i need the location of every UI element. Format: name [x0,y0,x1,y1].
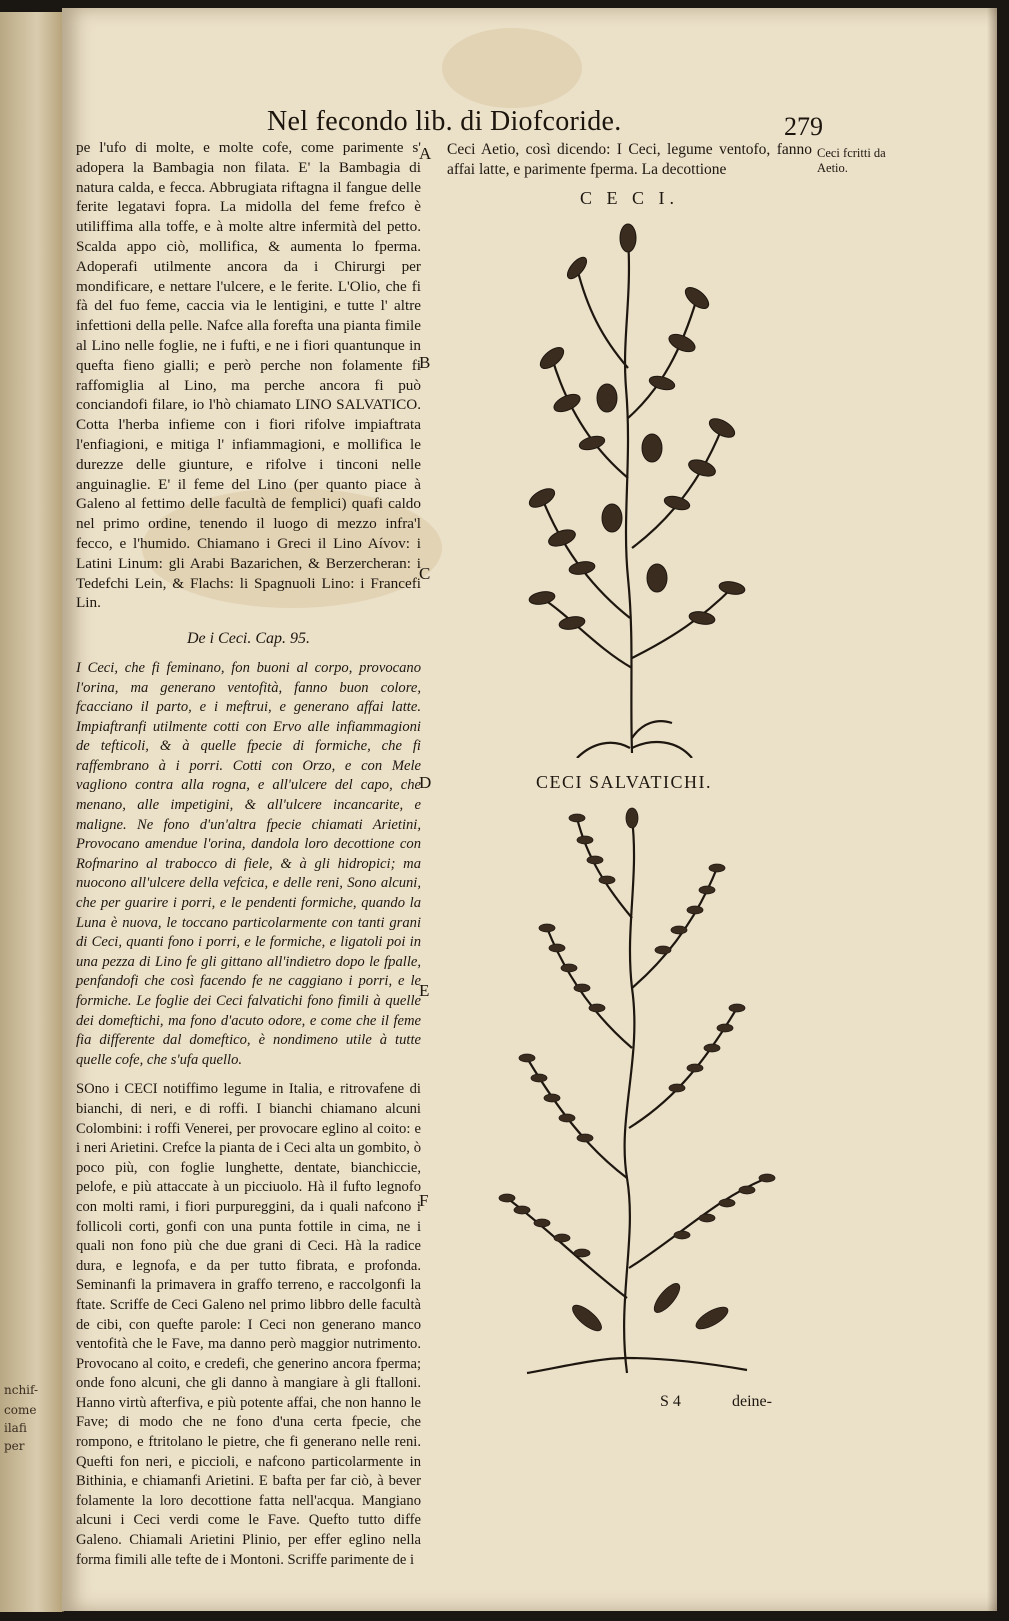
book-page [62,8,997,1611]
margin-letter-e: E [419,981,430,1000]
margin-letter-a: A [419,144,432,163]
left-fragment: ilafi [4,1421,27,1435]
plant-title-ceci-salvatichi: CECI SALVATICHI. [536,772,713,792]
signature-mark: S 4 [660,1393,681,1410]
margin-letter-f: F [419,1191,429,1210]
commentary-paragraph: SOno i CECI notiffimo legume in Italia, e ritrovafene di bianchi, di neri, e di roffi. I bianchi chiamano alcuni Colombini: i roffi Venerei, per provocare eglino al coito: e i neri Arietini. Crefce la pianta de i Ceci alta un gombito, ò poco più, con foglie lunghette, dentate, bianchiccie, pelofe, e più attaccate à un picciuolo. Hà il fufto legnofo con molti rami, i fiori purpureggini, da i quali nafcono i follicoli corti, gonfi con una punta fottile in cima, ne i quali non fono più che due grani di Ceci. Hà la radice dura, e legnofa, e da per tutto fibrata, e profonda. Seminanfi la primavera in graffo terreno, e raccolgonfi la ftate. Scriffe de Ceci Galeno nel primo libbro delle facultà de cibi, con quefte parole: I Ceci non generano manco ventofità che le Fave, ma danno però maggior nutrimento. Provocano al coito, e credefi, che generino ancora fperma; onde fono alcuni, che gli danno à mangiare à gli ftalloni. Hanno virtù afterfiva, e più potente affai, che non hanno le Fave; di modo che ne fono d'una certa fpecie, che rompono, e ftritolano le pietre, che fi generano nelle reni. Quefti fon neri, e piccioli, e nafcono particolarmente in Bithinia, e chiamanfi Arietini. E bafta per far ciò, à bever folamente la loro decottione fatta nell'acqua. Mangiano alcuni i Ceci verdi come le Fave. Quefto tutto diffe Galeno. Chiamali Arietini Plinio, per effer eglino nella forma fimili alle tefte de i Montoni. Scriffe parimente de i [76,1081,421,1568]
left-fragment: come [4,1403,37,1417]
right-top-paragraph: Ceci Aetio, così dicendo: I Ceci, legume ventofo, fanno affai latte, e parimente fperma. La decottione [447,141,812,178]
running-head: Nel fecondo lib. di Diofcoride. [267,106,622,137]
margin-letter-b: B [419,353,431,372]
catchword: deine- [732,1393,772,1410]
page-number: 279 [784,112,823,141]
continuation-paragraph: pe l'ufo di molte, e molte cofe, come parimente s' adopera la Bambagia non filata. E' la Bambagia di natura calda, e fecca. Abbrugiata riftagna il fangue delle ferite legatavi fopra. La midolla del feme frefco è utiliffima alla toffe, e à molte altre infermità del petto. Scalda appo ciò, mollifica, & aumenta lo fperma. Adoperafi utilmente ancora da i Chirurgi per mondificare, e nettare l'ulcere, e le ferite. L'Olio, che fi fà del fuo feme, caccia via le lentigini, e tutte l' altre infettioni della pelle. Nafce alla forefta una pianta fimile al Lino nelle foglie, ne i fufti, e ne i fiori quantunque in quefta fieno gialli; e però perche non folamente fi raffomiglia al Lino, ma perche ancora fi può conciandofi filare, io l'hò chiamato LINO SALVATICO. Cotta l'herba infieme con i fiori rifolve impiaftrata l'enfiagioni, e mitiga l' infiammagioni, e mollifica le durezze delle giunture, e rifolve i tinconi nelle anguinaglie. E' il feme del Lino (per quanto piace à Galeno al fettimo delle facultà de femplici) quafi caldo nel primo ordine, tenendo il luogo di mezzo infra'l fecco, e l'humido. Chiamano i Greci il Lino Aívov: i Latini Linum: gli Arabi Bazarichen, & Berzercheran: i Tedefchi Lein, & Flachs: li Spagnuoli Lino: i Francefi Lin. [76,139,421,612]
chapter-heading: De i Ceci. Cap. 95. [186,630,311,648]
right-column-text [447,140,812,180]
side-note: Ceci fcritti da Aetio. [817,146,886,175]
ceci-salvatichi-woodcut-illustration [467,798,797,1378]
margin-letter-c: C [419,564,431,583]
ceci-woodcut-illustration [482,218,782,758]
plant-title-ceci: C E C I. [580,188,680,208]
chapter-text: I Ceci, che fi feminano, fon buoni al corpo, provocano l'orina, ma generano ventofità, fanno buon colore, fcacciano il parto, e i meftrui, e generano affai latte. Impiaftranfi utilmente cotti con Ervo alle infiammagioni de tefticoli, & à quelle fpecie di formiche, che fi raffembrano à i porri. Cotti con Orzo, e con Mele vagliono contra alla rogna, e all'ulcere del capo, che menano, alle impetigini, & all'ulcere incancarite, e maligne. Ne fono d'un'altra fpecie chiamati Arietini, Provocano amendue l'orina, dandola loro decottione con Rofmarino al trabocco di fiele, & à gli hidropici; ma nuocono all'ulcere della vefcica, e delle reni, Sono alcuni, che per guarire i porri, e le pendenti formiche, quando la Luna è nuova, le toccano particolarmente con tanti grani di Ceci, quanti fono i porri, e le formiche, e ligatoli poi in una pezza di Lino fe gli gittano all'indietro dopo le fpalle, penfandofi che così facendo fe ne caggiano i porri, e le formiche. Le foglie dei Ceci falvatichi fono fimili à quelle dei domeftichi, ma fono d'acuto odore, e come che il feme fia differente dal domeftico, è nondimeno utile à tutte quelle cofe, che s'ufa quello. [76,659,421,1068]
left-page-edge [0,12,64,1612]
left-fragment: nchif- [4,1383,39,1397]
left-column [76,138,421,1570]
margin-letter-d: D [419,773,432,792]
left-fragment: per [4,1439,25,1453]
